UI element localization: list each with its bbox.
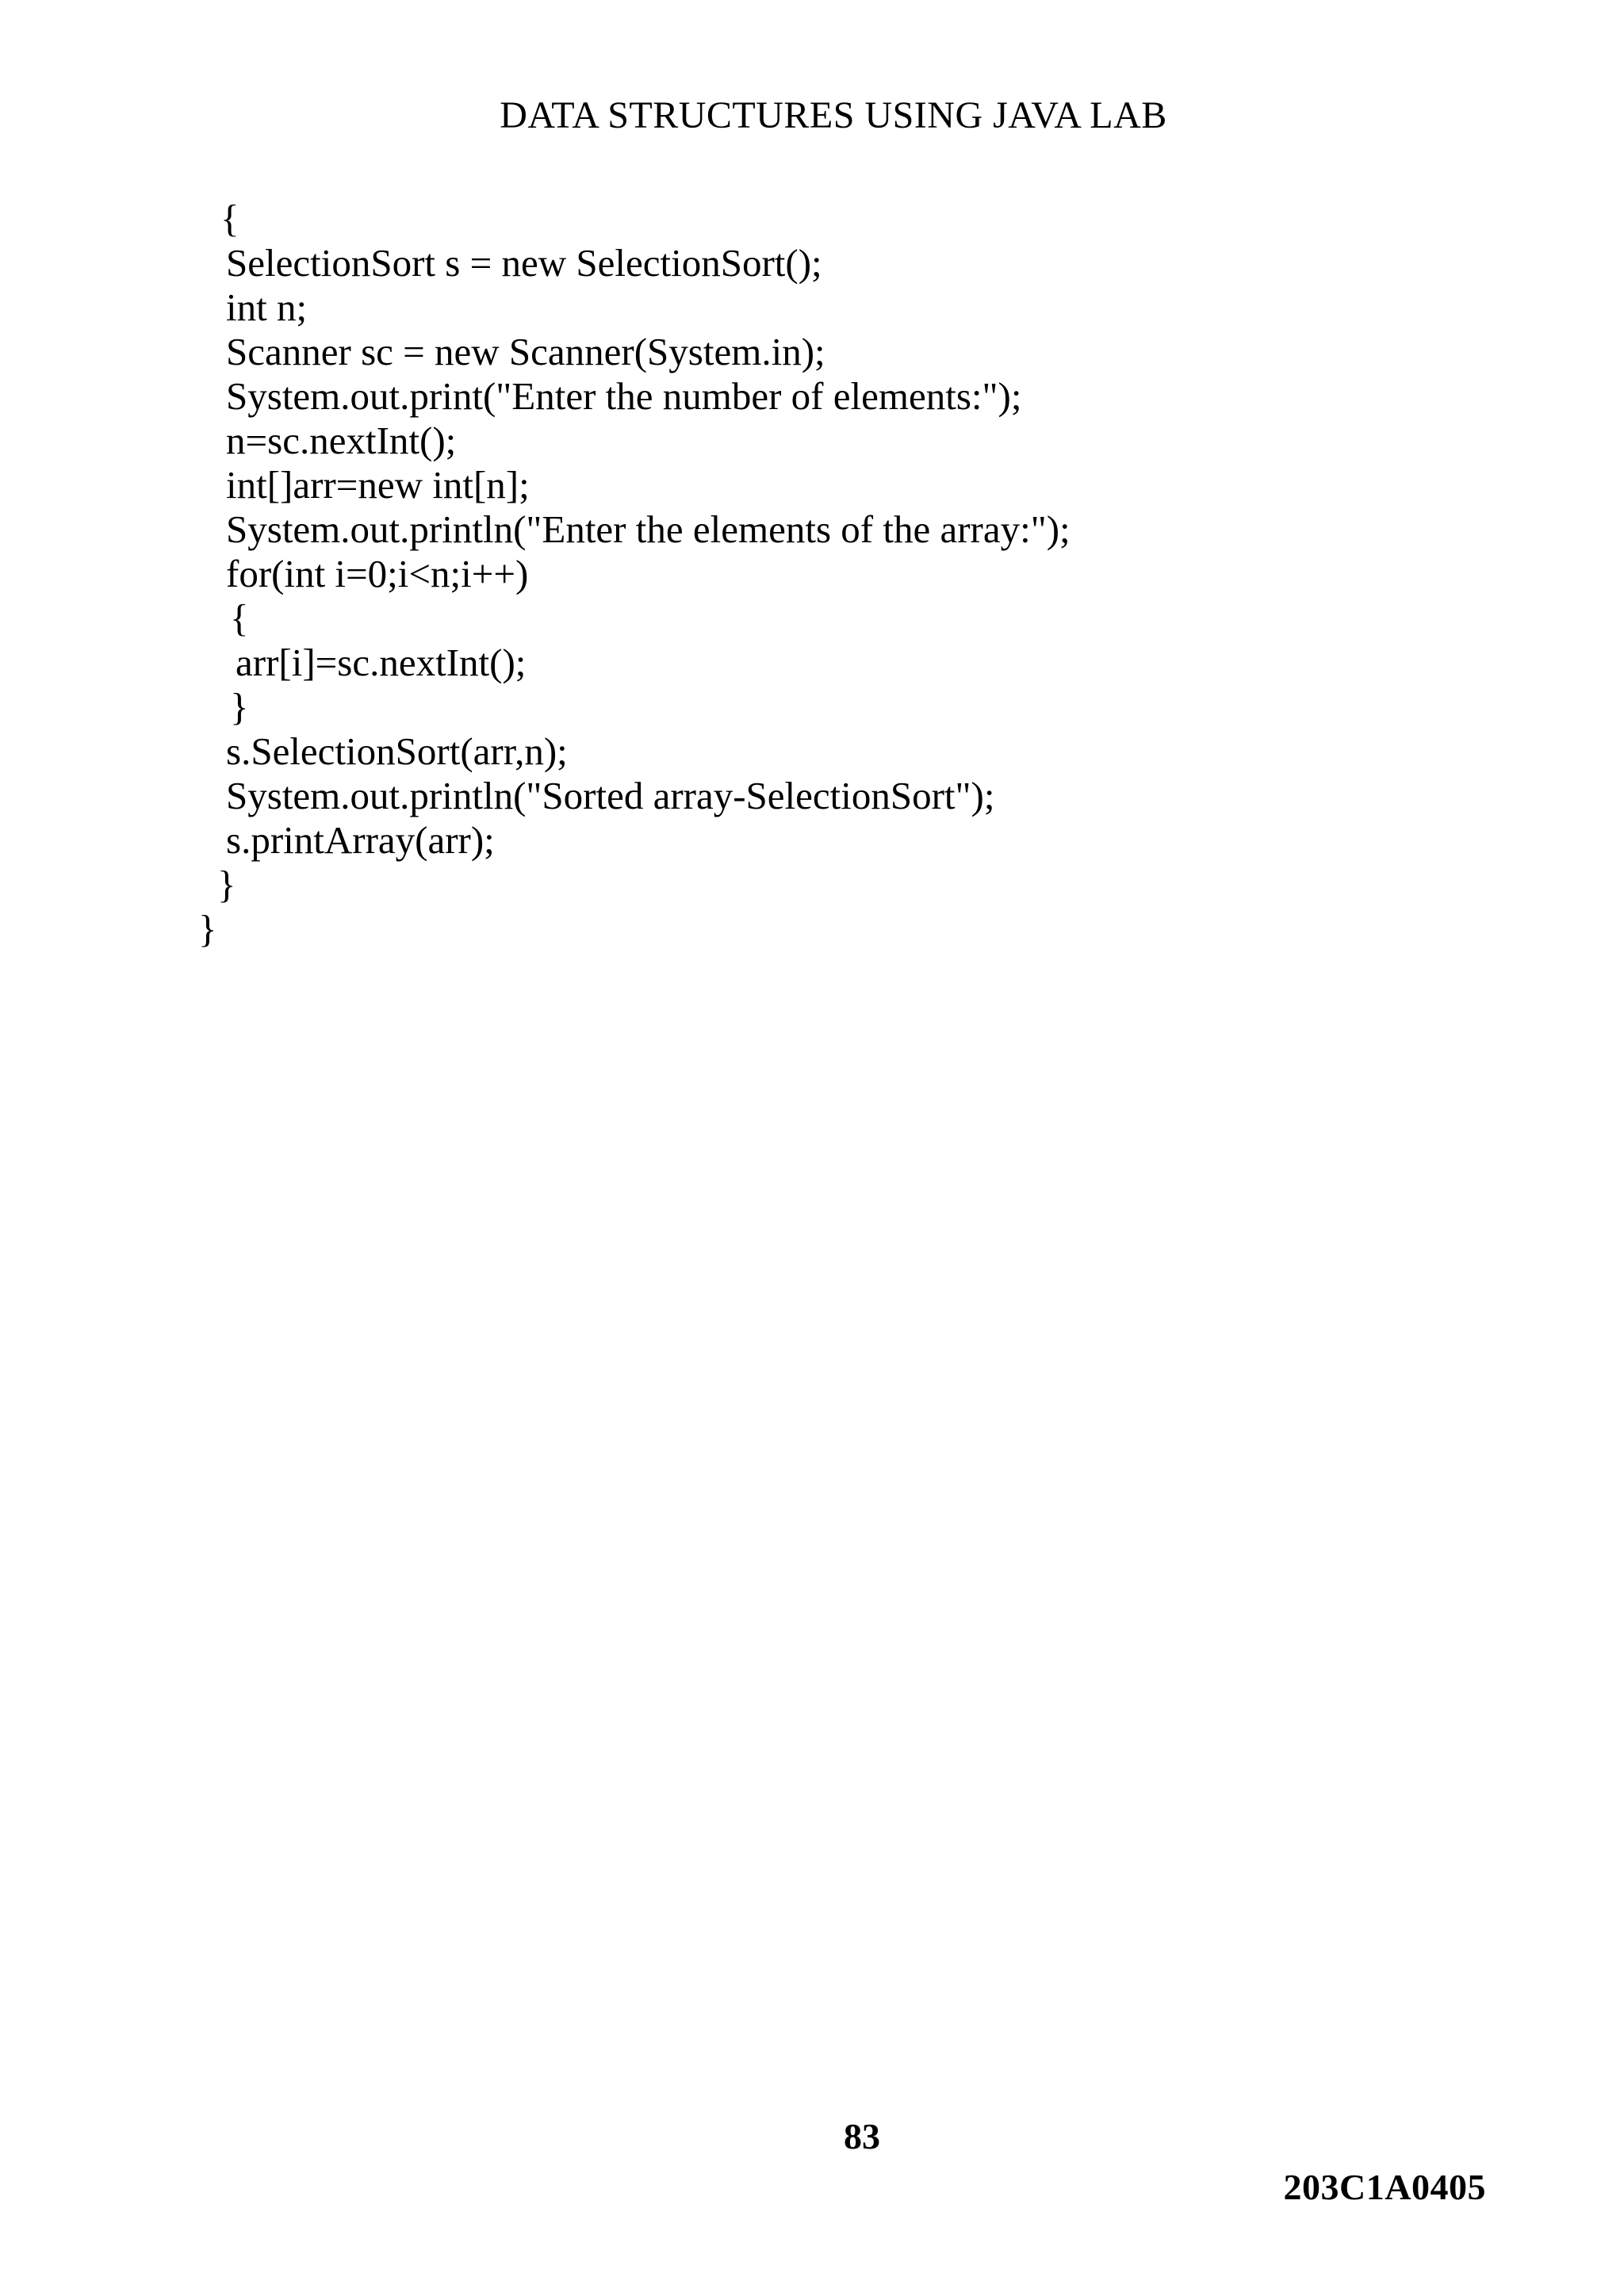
code-line: }: [198, 907, 217, 951]
code-line: arr[i]=sc.nextInt();: [236, 641, 527, 684]
code-line: SelectionSort s = new SelectionSort();: [226, 241, 822, 285]
code-line: s.SelectionSort(arr,n);: [226, 729, 568, 773]
code-line: }: [217, 863, 236, 906]
code-line: Scanner sc = new Scanner(System.in);: [226, 330, 825, 373]
code-line: n=sc.nextInt();: [226, 419, 457, 462]
roll-number: 203C1A0405: [1283, 2167, 1486, 2207]
code-line: System.out.println("Sorted array-SelectionSort");: [226, 774, 995, 817]
code-line: System.out.print("Enter the number of elements:");: [226, 374, 1022, 418]
code-line: {: [230, 596, 249, 640]
code-line: {: [220, 197, 239, 240]
code-line: int[]arr=new int[n];: [226, 463, 530, 507]
page-number: 83: [844, 2116, 880, 2156]
code-line: int n;: [226, 285, 308, 329]
page-header: DATA STRUCTURES USING JAVA LAB: [500, 94, 1167, 136]
code-line: for(int i=0;i<n;i++): [226, 552, 529, 595]
code-line: System.out.println("Enter the elements of the array:");: [226, 507, 1071, 551]
code-block: [198, 197, 1071, 951]
code-line: }: [230, 685, 249, 729]
code-line: s.printArray(arr);: [226, 818, 495, 862]
